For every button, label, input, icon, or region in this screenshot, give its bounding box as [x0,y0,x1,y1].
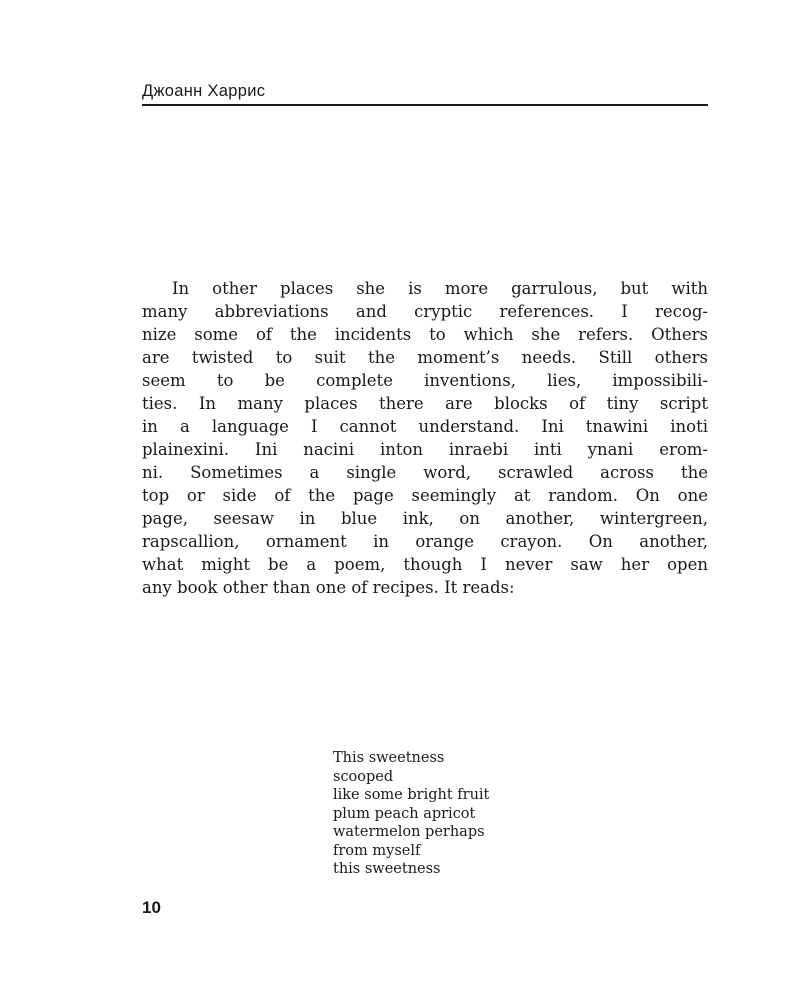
paragraph-line: plainexini. Ini nacini inton inraebi inti ynani erom- [142,440,708,459]
poem-line: scooped [333,768,394,785]
paragraph-line: rapscallion, ornament in orange crayon. On another, [142,532,708,551]
paragraph-line: nize some of the incidents to which she refers. Others [142,325,708,344]
poem-line: This sweetness [333,750,445,766]
paragraph-line: ties. In many places there are blocks of tiny script [142,394,708,413]
paragraph-line: top or side of the page seemingly at random. On one [142,486,708,505]
poem-line: this sweetness [333,861,441,877]
poem-line: like some bright fruit [333,787,490,803]
running-head [142,80,708,106]
poem [333,749,489,879]
poem-line: plum peach apricot [333,805,476,822]
paragraph-line: In other places she is more garrulous, but with [172,279,708,298]
page-number: 10 [142,898,161,917]
paragraph-line: seem to be complete inventions, lies, impossibili- [142,371,708,390]
paragraph-line: any book other than one of recipes. It reads: [142,578,515,597]
author-name: Джоанн Харрис [142,82,266,100]
paragraph-line: page, seesaw in blue ink, on another, wintergreen, [142,509,708,528]
poem-line: watermelon perhaps [333,824,485,840]
paragraph-line: many abbreviations and cryptic references. I recog- [142,302,708,321]
paragraph-line: what might be a poem, though I never saw her open [142,555,708,574]
paragraph-line: in a language I cannot understand. Ini tnawini inoti [142,417,708,436]
paragraph-line: are twisted to suit the moment’s needs. Still others [142,348,708,367]
poem-line: from myself [333,842,421,859]
body-paragraph [142,277,708,599]
paragraph-line: ni. Sometimes a single word, scrawled across the [142,463,708,482]
